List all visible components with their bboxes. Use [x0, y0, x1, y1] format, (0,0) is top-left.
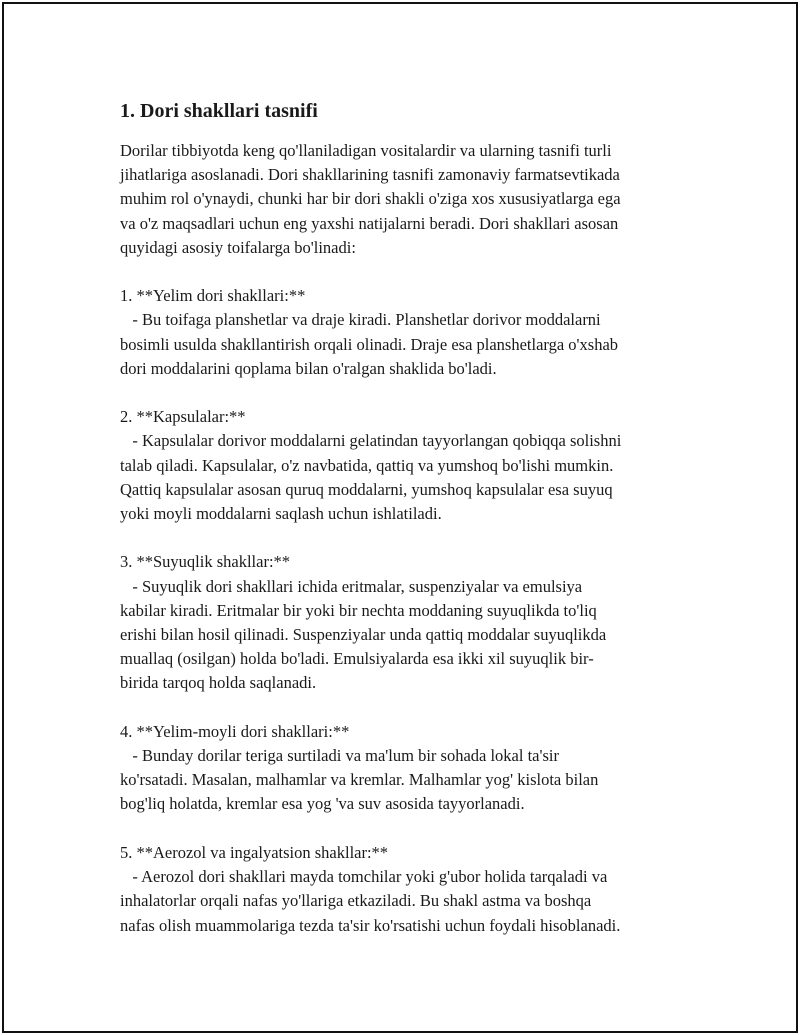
document-body: Dorilar tibbiyotda keng qo'llaniladigan vositalardir va ularning tasnifi turli jihatlariga asoslanadi. Dori shakllarining tasnifi zamonaviy farmatsevtikada muhim rol o'ynaydi, chunki har bir dori shakli o'ziga xos xususiyatlarga ega va o'z maqsadlari uchun eng yaxshi natijalarni beradi. Dori shakllari asosan quyidagi asosiy toifalarga bo'linadi: 1. **Yelim dori shakllari:** - Bu toifaga planshetlar va draje kiradi. Planshetlar dorivor moddalarni bosimli usulda shakllantirish orqali olinadi. Draje esa planshetlarga o'xshab dori moddalarini qoplama bilan o'ralgan shaklida bo'ladi. 2. **Kapsulalar:** - Kapsulalar dorivor moddalarni gelatindan tayyorlangan qobiqqa solishni talab qiladi. Kapsulalar, o'z navbatida, qattiq va yumshoq bo'lishi mumkin. Qattiq kapsulalar asosan quruq moddalarni, yumshoq kapsulalar esa suyuq yoki moyli moddalarni saqlash uchun ishlatiladi. 3. **Suyuqlik shakllar:** - Suyuqlik dori shakllari ichida eritmalar, suspenziyalar va emulsiya kabilar kiradi. Eritmalar bir yoki bir nechta moddaning suyuqlikda to'liq erishi bilan hosil qilinadi. Suspenziyalar unda qattiq moddalar suyuqlikda muallaq (osilgan) holda bo'ladi. Emulsiyalarda esa ikki xil suyuqlik bir- birida tarqoq holda saqlanadi. 4. **Yelim-moyli dori shakllari:** - Bunday dorilar teriga surtiladi va ma'lum bir sohada lokal ta'sir ko'rsatadi. Masalan, malhamlar va kremlar. Malhamlar yog' kislota bilan bog'liq holatda, kremlar esa yog 'va suv asosida tayyorlanadi. 5. **Aerozol va ingalyatsion shakllar:** - Aerozol dori shakllari mayda tomchilar yoki g'ubor holida tarqaladi va inhalatorlar orqali nafas yo'llariga etkaziladi. Bu shakl astma va boshqa nafas olish muammolariga tezda ta'sir ko'rsatishi uchun foydali hisoblanadi. [120, 141, 622, 935]
page-frame [2, 2, 798, 1033]
document-title: 1. Dori shakllari tasnifi [120, 100, 318, 122]
document-content [120, 99, 692, 938]
